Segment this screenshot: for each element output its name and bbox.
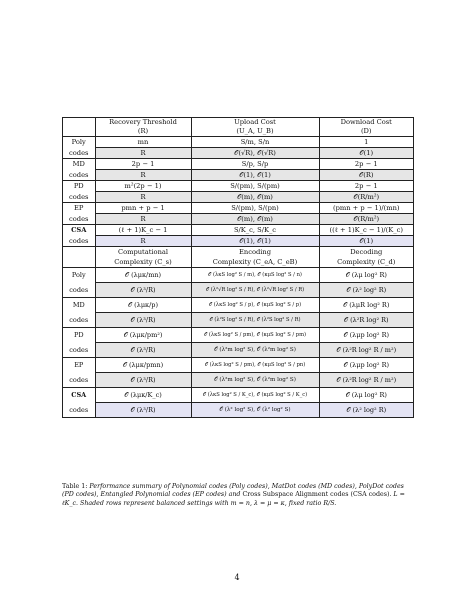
table-cell: 𝒪 (λκS log² S / K_c), 𝒪 (κμS log² S / K_c): [191, 388, 319, 403]
table-cell: 𝒪 (λ²m log² S), 𝒪 (λ²m log² S): [191, 343, 319, 358]
caption-text-1: Performance summary of Polynomial codes (Poly codes), MatDot codes (MD codes), PolyDot codes (PD codes), Entangled Polynomial codes (EP codes) and: [62, 483, 404, 499]
row-label: EP: [63, 203, 95, 214]
table-cell: 𝒪 (λ²R log² R / m²): [319, 373, 413, 388]
row-label: codes: [69, 285, 89, 294]
table-cell: 𝒪 (λ²R log² R / m²): [319, 343, 413, 358]
table-cell: 2p − 1: [95, 159, 191, 170]
table-cell: 𝒪 (λ² log² S), 𝒪 (λ² log² S): [191, 403, 319, 418]
row-label: Poly: [63, 268, 95, 283]
table-cell: m²(2p − 1): [95, 181, 191, 192]
table-cell: 𝒪 (λκS log² S / m), 𝒪 (κμS log² S / n): [191, 268, 319, 283]
table-cell: S/(pm), S/(pm): [191, 181, 319, 192]
header-recovery-symbol: (R): [95, 127, 191, 137]
header-computational: Computational: [95, 247, 191, 259]
header-upload-symbol: (U_A, U_B): [191, 127, 319, 137]
table-cell: 𝒪 (λ²S log² S / R), 𝒪 (λ²S log² S / R): [191, 313, 319, 328]
table-cell: R: [95, 192, 191, 203]
row-label-csa: CSA: [63, 388, 95, 403]
caption-text-3: L = ℓK_c.: [62, 491, 405, 507]
table-cell: 𝒪 (λ²√R log² S / R), 𝒪 (λ²√R log² S / R): [191, 283, 319, 298]
row-label: codes: [63, 236, 95, 247]
table-cell: 𝒪(R/m²): [319, 214, 413, 225]
header-download-symbol: (D): [319, 127, 413, 137]
table-cell: 𝒪 (λ³/R): [95, 403, 191, 418]
table-cell: 𝒪(m), 𝒪(m): [191, 214, 319, 225]
table-cell: 𝒪 (λ³/R): [95, 373, 191, 388]
table-cell: R: [95, 148, 191, 159]
table-cell: 𝒪 (λκS log² S / pm), 𝒪 (κμS log² S / pm): [191, 328, 319, 343]
header-blank: [63, 118, 95, 127]
table-cell: S/(pm), S/(pn): [191, 203, 319, 214]
table-cell: 𝒪(1), 𝒪(1): [191, 170, 319, 181]
table-caption: [62, 483, 414, 508]
table-cell: pmn + p − 1: [95, 203, 191, 214]
row-label: MD: [63, 159, 95, 170]
table-cell: 𝒪 (λμp log² R): [319, 358, 413, 373]
row-label: PD: [63, 181, 95, 192]
table-cell: 𝒪(R/m²): [319, 192, 413, 203]
table-cell: 𝒪(√R), 𝒪(√R): [191, 148, 319, 159]
header-recovery-threshold: Recovery Threshold: [95, 118, 191, 127]
row-label: codes: [69, 214, 89, 223]
table-cell: 𝒪(1): [319, 148, 413, 159]
table-cell: 𝒪 (λμ log² R): [319, 388, 413, 403]
table-cell: S/p, S/p: [191, 159, 319, 170]
row-label: codes: [69, 345, 89, 354]
table-cell: 2p − 1: [319, 181, 413, 192]
table-cell: 𝒪 (λκS log² S / p), 𝒪 (κμS log² S / p): [191, 298, 319, 313]
table-cell: 𝒪 (λμp log² R): [319, 328, 413, 343]
table-cell: 𝒪 (λμκ/pm²): [95, 328, 191, 343]
table-cell: 𝒪(R): [319, 170, 413, 181]
row-label: codes: [69, 405, 89, 414]
table-cell: 𝒪 (λμκ/mn): [95, 268, 191, 283]
header-download-cost: Download Cost: [319, 118, 413, 127]
table-cell: S/K_c, S/K_c: [191, 225, 319, 236]
row-label: codes: [69, 148, 89, 157]
header-encoding-symbol: Complexity (C_eA, C_eB): [191, 258, 319, 268]
table-cell: 𝒪 (λ²m log² S), 𝒪 (λ²m log² S): [191, 373, 319, 388]
table-cell: 𝒪 (λμκ/pmn): [95, 358, 191, 373]
table-cell: R: [95, 170, 191, 181]
header-computational-symbol: Complexity (C_s): [95, 258, 191, 268]
table-cell: 𝒪 (λ³/R): [95, 343, 191, 358]
row-label: MD: [63, 298, 95, 313]
caption-text-2: Cross Subspace Alignment codes (CSA codes).: [242, 491, 392, 499]
table-cell: 𝒪 (λμκ/p): [95, 298, 191, 313]
table-cell: 𝒪 (λ² log² R): [319, 403, 413, 418]
table-cell: mn: [95, 137, 191, 148]
header-decoding: Decoding: [319, 247, 413, 259]
caption-label: Table 1:: [62, 483, 88, 490]
caption-text-4: Shaded rows represent balanced settings with m = n, λ = μ = κ, fixed ratio R/S.: [80, 499, 337, 507]
row-label: PD: [63, 328, 95, 343]
row-label-csa: CSA: [63, 225, 95, 236]
performance-table: [62, 117, 414, 418]
table-cell: 𝒪 (λ² log² R): [319, 283, 413, 298]
row-label: EP: [63, 358, 95, 373]
row-label: codes: [69, 192, 89, 201]
table-cell: 𝒪 (λμR log² R): [319, 298, 413, 313]
row-label: codes: [69, 315, 89, 324]
table-cell: S/m, S/n: [191, 137, 319, 148]
table-cell: 2p − 1: [319, 159, 413, 170]
table-cell: 𝒪(1): [319, 236, 413, 247]
table-cell: 𝒪 (λμκ/K_c): [95, 388, 191, 403]
table-cell: 𝒪(1), 𝒪(1): [191, 236, 319, 247]
table-cell: (ℓ + 1)K_c − 1: [95, 225, 191, 236]
table-cell: 1: [319, 137, 413, 148]
row-label: Poly: [63, 137, 95, 148]
table-cell: ((ℓ + 1)K_c − 1)/(K_c): [319, 225, 413, 236]
table-cell: 𝒪(m), 𝒪(m): [191, 192, 319, 203]
header-upload-cost: Upload Cost: [191, 118, 319, 127]
table-cell: R: [95, 214, 191, 225]
header-encoding: Encoding: [191, 247, 319, 259]
header-decoding-symbol: Complexity (C_d): [319, 258, 413, 268]
table-cell: R: [95, 236, 191, 247]
table-cell: 𝒪 (λ³/R): [95, 283, 191, 298]
row-label: codes: [69, 375, 89, 384]
row-label: codes: [69, 170, 89, 179]
table-cell: 𝒪 (λ²R log² R): [319, 313, 413, 328]
page-number: 4: [234, 573, 240, 582]
table-cell: 𝒪 (λ³/R): [95, 313, 191, 328]
table-cell: 𝒪 (λμ log² R): [319, 268, 413, 283]
table-cell: 𝒪 (λκS log² S / pm), 𝒪 (κμS log² S / pn): [191, 358, 319, 373]
table-cell: (pmn + p − 1)/(mn): [319, 203, 413, 214]
